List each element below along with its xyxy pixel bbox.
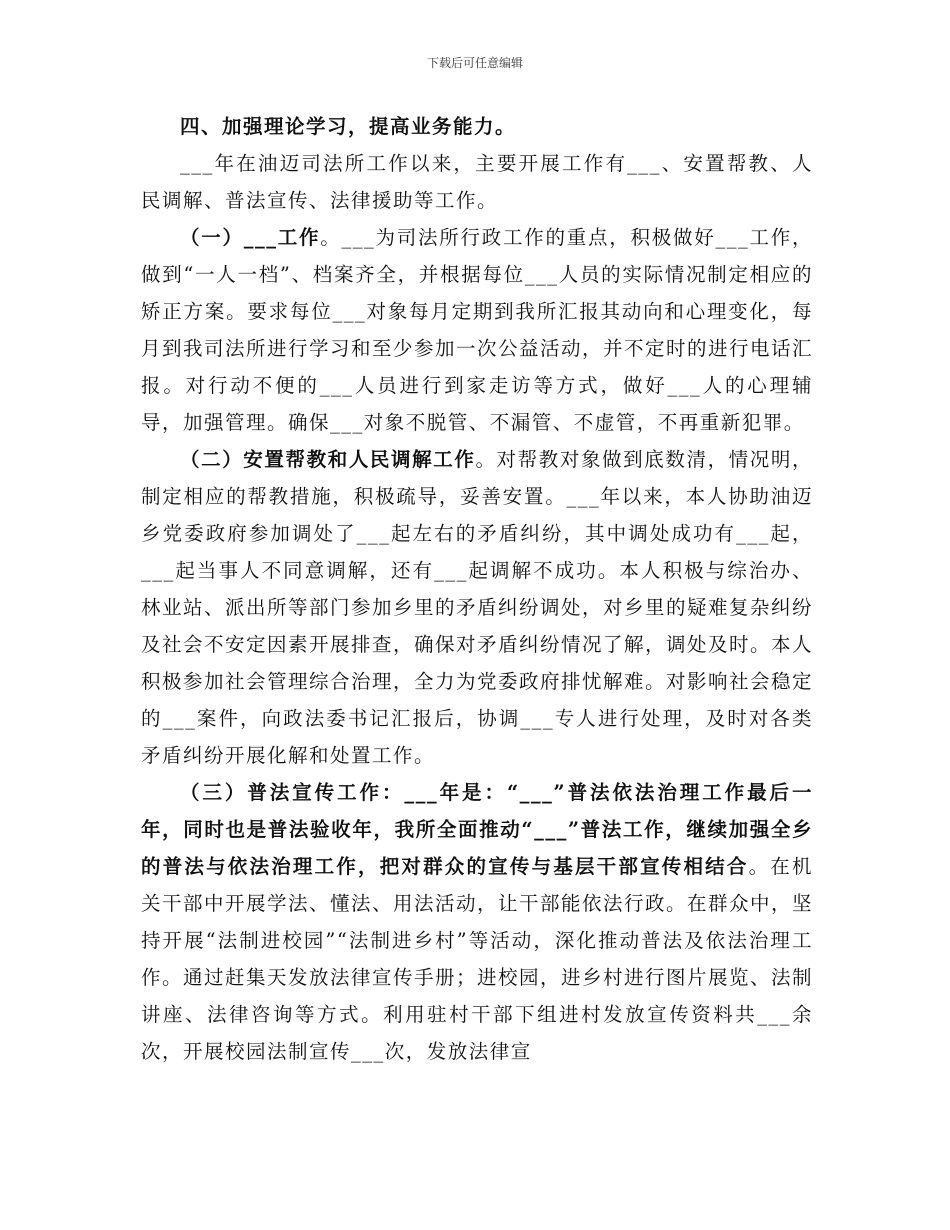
page-header: 下载后可任意编辑 xyxy=(426,56,523,70)
document-body xyxy=(141,108,813,1070)
section-3-paragraph xyxy=(141,774,813,1070)
section-2-paragraph xyxy=(141,441,813,774)
section-2-title: （二）安置帮教和人民调解工作 xyxy=(180,448,476,471)
section-3-title: （三）普法宣传工作：___年是：“___”普法依法治理工作最后一年，同时也是普法验收年，我所全面推动“___”普法工作，继续加强全乡的普法与依法治理工作，把对群众的宣传与基层干部宣传相结合 xyxy=(141,781,813,878)
section-1-title: （一）___工作 xyxy=(180,226,321,249)
section-3-body: 。在机关干部中开展学法、懂法、用法活动，让干部能依法行政。在群众中，坚持开展“法制进校园”“法制进乡村”等活动，深化推动普法及依法治理工作。通过赶集天发放法律宣传手册；进校园，进乡村进行图片展览、法制讲座、法律咨询等方式。利用驻村干部下组进村发放宣传资料共___余次，开展校园法制宣传___次，发放法律宣 xyxy=(141,855,814,1063)
intro-paragraph: ___年在油迈司法所工作以来，主要开展工作有___、安置帮教、人民调解、普法宣传、法律援助等工作。 xyxy=(141,152,813,212)
section-1-paragraph xyxy=(141,219,813,441)
section-heading: 四、加强理论学习，提高业务能力。 xyxy=(180,115,517,138)
section-1-body: 。___为司法所行政工作的重点，积极做好___工作，做到“一人一档”、档案齐全，并根据每位___人员的实际情况制定相应的矫正方案。要求每位___对象每月定期到我所汇报其动向和心理变化，每月到我司法所进行学习和至少参加一次公益活动，并不定时的进行电话汇报。对行动不便的___人员进行到家走访等方式，做好___人的心理辅导，加强管理。确保___对象不脱管、不漏管、不虚管，不再重新犯罪。 xyxy=(141,226,814,434)
section-2-body: 。对帮教对象做到底数清，情况明，制定相应的帮教措施，积极疏导，妥善安置。___年以来，本人协助油迈乡党委政府参加调处了___起左右的矛盾纠纷，其中调处成功有___起，___起当事人不同意调解，还有___起调解不成功。本人积极与综治办、林业站、派出所等部门参加乡里的矛盾纠纷调处，对乡里的疑难复杂纠纷及社会不安定因素开展排查，确保对矛盾纠纷情况了解，调处及时。本人积极参加社会管理综合治理，全力为党委政府排忧解难。对影响社会稳定的___案件，向政法委书记汇报后，协调___专人进行处理，及时对各类矛盾纠纷开展化解和处置工作。 xyxy=(141,448,814,767)
